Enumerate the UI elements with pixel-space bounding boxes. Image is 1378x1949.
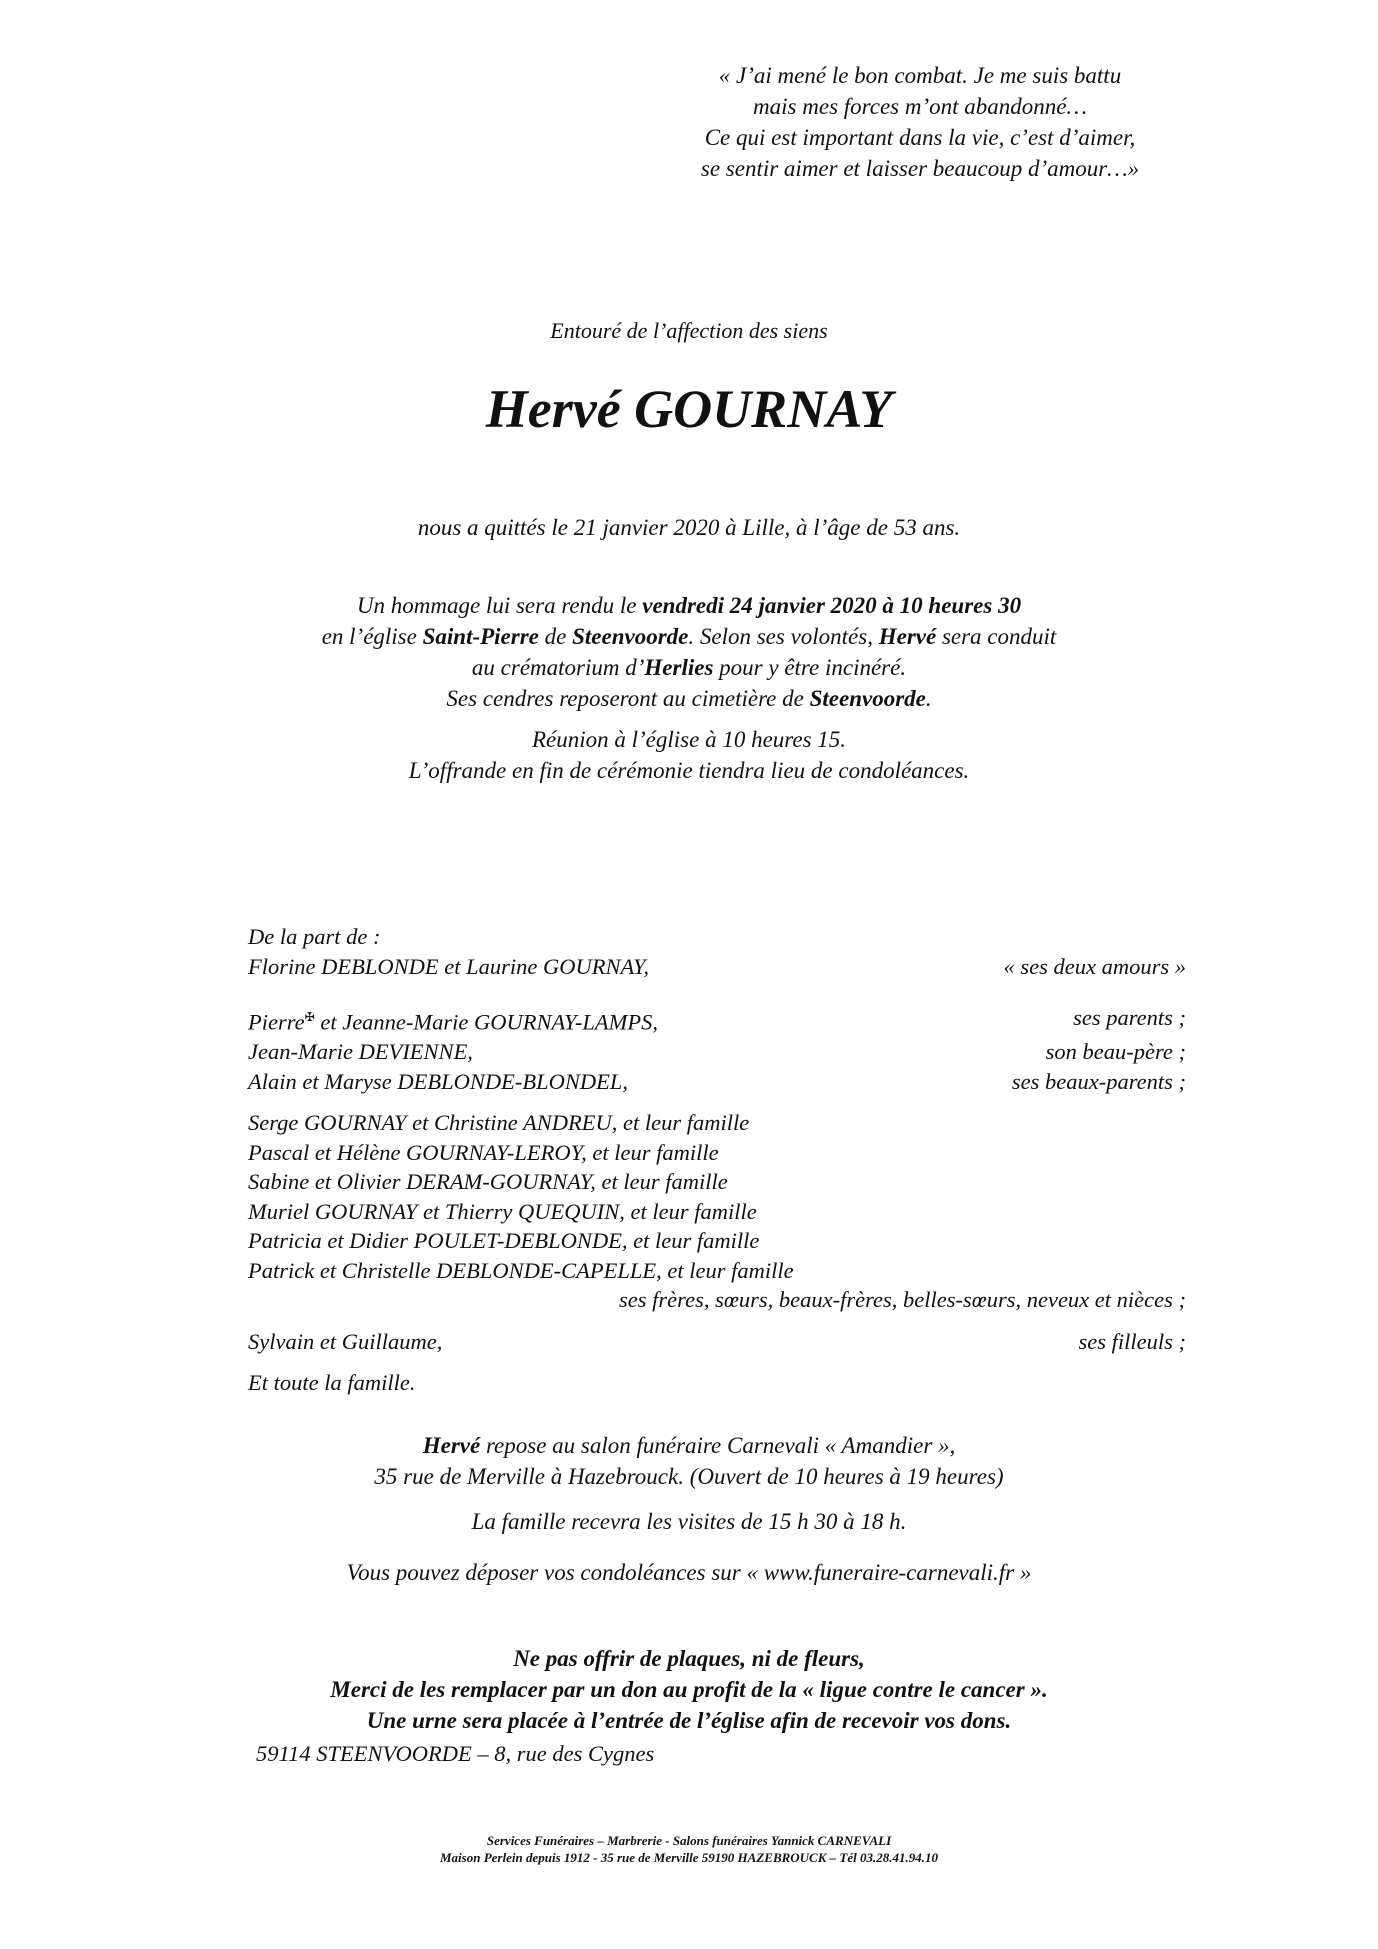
family-name-part: Pierre [248, 1009, 305, 1035]
family-name-part: et Jeanne-Marie GOURNAY-LAMPS, [314, 1009, 658, 1035]
family-names: Jean-Marie DEVIENNE, [248, 1039, 473, 1064]
family-names: Alain et Maryse DEBLONDE-BLONDEL, [248, 1068, 628, 1094]
family-address: 59114 STEENVOORDE – 8, rue des Cygnes [256, 1741, 655, 1766]
ceremony-text: sera conduit [936, 624, 1057, 649]
deceased-first-name: Hervé [422, 1433, 481, 1458]
ceremony-line [0, 590, 1378, 621]
sibling-line: Patrick et Christelle DEBLONDE-CAPELLE, et leur famille [248, 1257, 794, 1283]
footer-line: Maison Perlein depuis 1912 - 35 rue de Merville 59190 HAZEBROUCK – Tél 03.28.41.94.10 [440, 1850, 938, 1865]
church-name: Saint-Pierre [422, 624, 539, 649]
visits-info: La famille recevra les visites de 15 h 30 à 18 h. [471, 1509, 907, 1534]
request-line: Ne pas offrir de plaques, ni de fleurs, [513, 1646, 865, 1671]
ceremony-line [0, 683, 1378, 714]
ceremony-text: . [925, 686, 932, 711]
family-role: ses beaux-parents ; [1011, 1068, 1186, 1094]
ceremony-line [0, 652, 1378, 683]
family-role: ses parents ; [1073, 1005, 1186, 1030]
resting-line: 35 rue de Merville à Hazebrouck. (Ouvert de 10 heures à 19 heures) [374, 1464, 1004, 1489]
family-names: Sylvain et Guillaume, [248, 1328, 443, 1354]
request-line: Une urne sera placée à l’entrée de l’église afin de recevoir vos dons. [366, 1708, 1012, 1733]
resting-line [0, 1430, 1378, 1461]
family-row [248, 1037, 1186, 1067]
cemetery-town: Steenvoorde [809, 686, 926, 711]
ceremony-text: Un hommage lui sera rendu le [356, 593, 643, 618]
sibling-line: Patricia et Didier POULET-DEBLONDE, et leur famille [248, 1228, 760, 1253]
sibling-line: Serge GOURNAY et Christine ANDREU, et leur famille [248, 1110, 750, 1135]
ceremony-text: en l’église [321, 624, 423, 649]
quote-line: « J’ai mené le bon combat. Je me suis battu [718, 63, 1122, 88]
sibling-line: Muriel GOURNAY et Thierry QUEQUIN, et leur famille [248, 1198, 757, 1224]
meeting-time: Réunion à l’église à 10 heures 15. [531, 727, 847, 752]
ceremony-text: au crématorium d’ [471, 655, 645, 680]
family-row [248, 1067, 1186, 1097]
quote-line: Ce qui est important dans la vie, c’est d’aimer, [704, 125, 1136, 150]
family-header: De la part de : [248, 924, 381, 949]
ceremony-text: de [538, 624, 573, 649]
offering-note: L’offrande en fin de cérémonie tiendra lieu de condoléances. [408, 758, 970, 783]
resting-info [0, 1430, 1378, 1588]
siblings-role: ses frères, sœurs, beaux-frères, belles-sœurs, neveux et nièces ; [619, 1287, 1186, 1312]
family-list [248, 922, 1186, 1398]
ceremony-block [0, 590, 1378, 786]
sibling-line: Sabine et Olivier DERAM-GOURNAY, et leur famille [248, 1169, 728, 1194]
deceased-first-name: Hervé [878, 624, 937, 649]
footer-line: Services Funéraires – Marbrerie - Salons funéraires Yannick CARNEVALI [486, 1833, 892, 1848]
family-role: « ses deux amours » [1003, 953, 1186, 979]
ceremony-date: vendredi 24 janvier 2020 à 10 heures 30 [642, 593, 1022, 618]
ceremony-line [0, 621, 1378, 652]
ceremony-text: Ses cendres reposeront au cimetière de [446, 686, 810, 711]
request-line: Merci de les remplacer par un don au profit de la « ligue contre le cancer ». [330, 1677, 1048, 1702]
ceremony-text: . Selon ses volontés, [688, 624, 879, 649]
cross-icon: ✠ [304, 1010, 315, 1024]
resting-text: repose au salon funéraire Carnevali « Amandier », [480, 1433, 956, 1458]
all-family: Et toute la famille. [248, 1370, 416, 1395]
death-notice: nous a quittés le 21 janvier 2020 à Lille, à l’âge de 53 ans. [417, 515, 961, 540]
family-names: Florine DEBLONDE et Laurine GOURNAY, [248, 953, 650, 979]
footer [0, 1832, 1378, 1866]
family-row [248, 1327, 1186, 1357]
intro-text: Entouré de l’affection des siens [550, 318, 828, 343]
family-row [248, 1003, 1186, 1037]
town-name: Steenvoorde [572, 624, 689, 649]
quote-line: mais mes forces m’ont abandonné… [753, 94, 1087, 119]
epigraph-quote [640, 60, 1200, 184]
family-names [248, 1003, 658, 1037]
family-role: son beau-père ; [1045, 1039, 1186, 1064]
ceremony-text: pour y être incinéré. [713, 655, 907, 680]
donation-request [0, 1643, 1378, 1736]
family-row [248, 952, 1186, 982]
quote-line: se sentir aimer et laisser beaucoup d’amour…» [700, 156, 1140, 181]
deceased-name: Hervé GOURNAY [485, 379, 893, 439]
sibling-line: Pascal et Hélène GOURNAY-LEROY, et leur famille [248, 1139, 719, 1165]
family-role: ses filleuls ; [1078, 1328, 1186, 1354]
crematorium-place: Herlies [644, 655, 714, 680]
condolences-info: Vous pouvez déposer vos condoléances sur « www.funeraire-carnevali.fr » [346, 1560, 1032, 1585]
